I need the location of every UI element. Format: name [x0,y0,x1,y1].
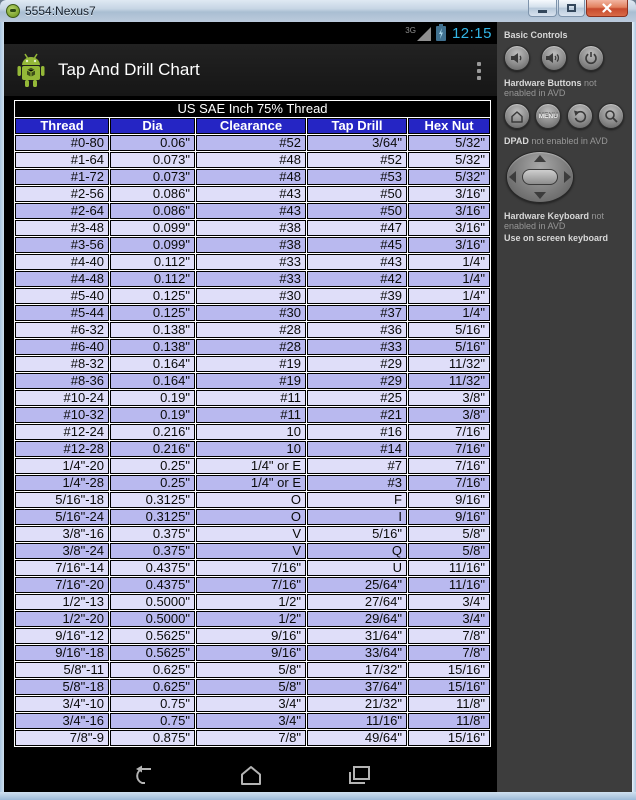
table-row [15,492,490,508]
cell-hex-nut: 15/16" [408,679,490,695]
cell-tap-drill: U [307,560,407,576]
cell-dia: 0.112" [110,271,195,287]
cell-dia: 0.375" [110,526,195,542]
dpad-down-icon[interactable] [534,192,546,199]
hw-back-button[interactable] [567,103,593,129]
cell-thread: 1/2"-13 [15,594,109,610]
cell-dia: 0.164" [110,356,195,372]
action-bar [4,44,497,96]
cell-hex-nut: 7/8" [408,628,490,644]
cell-hex-nut: 5/32" [408,169,490,185]
cell-hex-nut: 11/16" [408,560,490,576]
minimize-button[interactable] [528,0,557,17]
cell-clearance: 5/8" [196,679,306,695]
cell-dia: 0.75" [110,696,195,712]
volume-up-icon [546,52,562,64]
cell-hex-nut: 3/16" [408,237,490,253]
table-row [15,339,490,355]
minimize-icon [538,10,547,13]
cell-tap-drill: I [307,509,407,525]
android-window-icon [6,4,20,18]
cell-hex-nut: 3/16" [408,220,490,236]
cell-clearance: #48 [196,169,306,185]
cell-tap-drill: #52 [307,152,407,168]
menu-button-label: MENU [538,112,558,120]
cell-dia: 0.5000" [110,611,195,627]
cell-tap-drill: 5/16" [307,526,407,542]
power-icon [584,51,598,65]
cell-tap-drill: #16 [307,424,407,440]
cell-hex-nut: 7/16" [408,475,490,491]
table-row [15,237,490,253]
cell-hex-nut: 3/4" [408,611,490,627]
cell-dia: 0.138" [110,322,195,338]
cell-thread: 1/4"-20 [15,458,109,474]
cell-thread: #4-40 [15,254,109,270]
cell-tap-drill: 11/16" [307,713,407,729]
cell-hex-nut: 11/16" [408,577,490,593]
window-frame-bottom [0,792,636,800]
cell-tap-drill: #33 [307,339,407,355]
table-row [15,730,490,746]
table-row [15,373,490,389]
cell-clearance: #52 [196,135,306,151]
cell-tap-drill: 33/64" [307,645,407,661]
cell-thread: 1/2"-20 [15,611,109,627]
cell-hex-nut: 9/16" [408,492,490,508]
signal-icon [405,26,431,41]
table-row [15,305,490,321]
cell-hex-nut: 1/4" [408,271,490,287]
hw-home-button[interactable] [504,103,530,129]
home-icon [510,110,524,123]
cell-thread: 3/8"-16 [15,526,109,542]
cell-tap-drill: #43 [307,254,407,270]
table-row [15,594,490,610]
cell-clearance: 10 [196,441,306,457]
cell-dia: 0.625" [110,662,195,678]
dpad-heading: DPAD not enabled in AVD [504,136,608,146]
cell-tap-drill: #50 [307,186,407,202]
home-icon [238,764,264,786]
table-row [15,713,490,729]
table-row [15,322,490,338]
cell-dia: 0.086" [110,203,195,219]
cell-hex-nut: 5/16" [408,339,490,355]
cell-hex-nut: 15/16" [408,662,490,678]
cell-clearance: #30 [196,288,306,304]
cell-hex-nut: 5/32" [408,152,490,168]
cell-dia: 0.4375" [110,577,195,593]
cell-clearance: 1/4" or E [196,458,306,474]
cell-thread: 5/16"-24 [15,509,109,525]
cell-dia: 0.5625" [110,645,195,661]
cell-tap-drill: 29/64" [307,611,407,627]
cell-dia: 0.125" [110,288,195,304]
cell-dia: 0.5625" [110,628,195,644]
use-onscreen-keyboard-label: Use on screen keyboard [504,233,609,243]
cell-clearance: #19 [196,356,306,372]
cell-dia: 0.112" [110,254,195,270]
cell-clearance: #38 [196,220,306,236]
table-title: US SAE Inch 75% Thread [15,101,490,117]
cell-dia: 0.125" [110,305,195,321]
cell-dia: 0.073" [110,152,195,168]
table-row [15,288,490,304]
cell-thread: #10-32 [15,407,109,423]
cell-clearance: 1/2" [196,594,306,610]
cell-dia: 0.164" [110,373,195,389]
cell-tap-drill: #25 [307,390,407,406]
cell-thread: 7/8"-9 [15,730,109,746]
cell-hex-nut: 5/16" [408,322,490,338]
table-row [15,169,490,185]
close-icon [602,3,612,13]
cell-tap-drill: #50 [307,203,407,219]
cell-hex-nut: 9/16" [408,509,490,525]
dpad-center-button[interactable] [522,169,558,185]
cell-thread: 3/4"-16 [15,713,109,729]
cell-tap-drill: #7 [307,458,407,474]
cell-dia: 0.099" [110,237,195,253]
table-row [15,186,490,202]
cell-clearance: #28 [196,322,306,338]
cell-hex-nut: 5/8" [408,526,490,542]
cell-hex-nut: 5/8" [408,543,490,559]
android-nav-bar [4,758,497,792]
cell-clearance: #43 [196,203,306,219]
cell-thread: 5/8"-18 [15,679,109,695]
table-scroll-area[interactable] [4,96,497,758]
cell-tap-drill: 31/64" [307,628,407,644]
cell-tap-drill: #29 [307,373,407,389]
cell-clearance: #11 [196,407,306,423]
cell-thread: 9/16"-18 [15,645,109,661]
cell-clearance: 9/16" [196,645,306,661]
table-row [15,628,490,644]
col-header-hex-nut: Hex Nut [408,118,490,134]
cell-thread: #2-64 [15,203,109,219]
cell-hex-nut: 1/4" [408,305,490,321]
cell-dia: 0.19" [110,407,195,423]
col-header-thread: Thread [15,118,109,134]
cell-thread: #6-40 [15,339,109,355]
cell-tap-drill: 21/32" [307,696,407,712]
col-header-dia: Dia [110,118,195,134]
table-row [15,458,490,474]
hw-menu-button[interactable] [535,103,561,129]
table-row [15,475,490,491]
col-header-tap-drill: Tap Drill [307,118,407,134]
table-row [15,356,490,372]
cell-clearance: 1/2" [196,611,306,627]
cell-hex-nut: 3/16" [408,203,490,219]
cell-hex-nut: 7/16" [408,458,490,474]
dpad-control[interactable] [506,151,574,203]
cell-tap-drill: 3/64" [307,135,407,151]
cell-dia: 0.086" [110,186,195,202]
cell-hex-nut: 1/4" [408,288,490,304]
cell-tap-drill: 37/64" [307,679,407,695]
table-header-row [15,118,490,134]
overflow-menu-button[interactable] [473,58,485,84]
table-row [15,645,490,661]
cell-clearance: #33 [196,254,306,270]
app-icon [14,51,48,89]
cell-dia: 0.06" [110,135,195,151]
cell-clearance: #19 [196,373,306,389]
table-row [15,577,490,593]
table-row [15,152,490,168]
cell-thread: #6-32 [15,322,109,338]
cell-thread: #5-44 [15,305,109,321]
cell-hex-nut: 3/8" [408,390,490,406]
hardware-keyboard-note: not enabled in AVD [504,211,605,231]
cell-hex-nut: 11/8" [408,696,490,712]
cell-dia: 0.875" [110,730,195,746]
cell-tap-drill: #47 [307,220,407,236]
cell-clearance: V [196,526,306,542]
hw-search-button[interactable] [598,103,624,129]
cell-thread: 1/4"-28 [15,475,109,491]
window-titlebar[interactable] [0,0,636,22]
close-button[interactable] [586,0,628,17]
cell-dia: 0.75" [110,713,195,729]
cell-tap-drill: #36 [307,322,407,338]
cell-thread: #8-36 [15,373,109,389]
cell-thread: 7/16"-14 [15,560,109,576]
cell-clearance: #11 [196,390,306,406]
nav-back-button[interactable] [126,763,160,787]
table-row [15,509,490,525]
cell-thread: 5/16"-18 [15,492,109,508]
nav-recents-button[interactable] [342,763,376,787]
cell-tap-drill: 17/32" [307,662,407,678]
cell-clearance: 5/8" [196,662,306,678]
cell-dia: 0.5000" [110,594,195,610]
cell-hex-nut: 3/16" [408,186,490,202]
drill-table-body [15,135,490,746]
cell-thread: #4-48 [15,271,109,287]
table-row [15,441,490,457]
cell-clearance: 3/4" [196,696,306,712]
cell-hex-nut: 3/4" [408,594,490,610]
cell-thread: 7/16"-20 [15,577,109,593]
cell-thread: #1-72 [15,169,109,185]
cell-thread: #12-28 [15,441,109,457]
cell-tap-drill: #21 [307,407,407,423]
volume-up-button[interactable] [541,45,567,71]
cell-hex-nut: 3/8" [408,407,490,423]
cell-thread: #3-48 [15,220,109,236]
cell-clearance: #30 [196,305,306,321]
app-title: Tap And Drill Chart [58,60,200,79]
cell-hex-nut: 15/16" [408,730,490,746]
cell-tap-drill: #37 [307,305,407,321]
cell-dia: 0.3125" [110,509,195,525]
cell-thread: #10-24 [15,390,109,406]
search-icon [604,109,618,123]
cell-hex-nut: 11/8" [408,713,490,729]
table-row [15,696,490,712]
cell-clearance: #38 [196,237,306,253]
cell-clearance: 7/16" [196,577,306,593]
cell-tap-drill: 25/64" [307,577,407,593]
volume-down-button[interactable] [504,45,530,71]
battery-icon [436,26,446,41]
window-frame-right [632,22,636,800]
cell-hex-nut: 11/32" [408,356,490,372]
cell-hex-nut: 11/32" [408,373,490,389]
hardware-buttons-heading: Hardware Buttons not enabled in AVD [504,78,597,98]
table-row [15,203,490,219]
cell-hex-nut: 1/4" [408,254,490,270]
maximize-button[interactable] [558,0,585,17]
clock: 12:15 [451,24,492,42]
cell-tap-drill: 49/64" [307,730,407,746]
cell-tap-drill: F [307,492,407,508]
cell-tap-drill: #45 [307,237,407,253]
cell-thread: 5/8"-11 [15,662,109,678]
cell-dia: 0.073" [110,169,195,185]
cell-thread: #5-40 [15,288,109,304]
cell-dia: 0.138" [110,339,195,355]
cell-dia: 0.216" [110,441,195,457]
table-row [15,271,490,287]
cell-dia: 0.375" [110,543,195,559]
cell-thread: #8-32 [15,356,109,372]
cell-dia: 0.19" [110,390,195,406]
table-row [15,679,490,695]
cell-dia: 0.25" [110,458,195,474]
cell-thread: 3/4"-10 [15,696,109,712]
basic-controls-heading: Basic Controls [504,30,568,40]
cell-clearance: 3/4" [196,713,306,729]
cell-clearance: 7/16" [196,560,306,576]
cell-thread: 9/16"-12 [15,628,109,644]
nav-home-button[interactable] [234,763,268,787]
cell-tap-drill: #14 [307,441,407,457]
overflow-dot [477,62,481,66]
back-icon [130,764,156,786]
cell-clearance: 10 [196,424,306,440]
table-row [15,662,490,678]
cell-hex-nut: 5/32" [408,135,490,151]
table-row [15,390,490,406]
cell-clearance: 9/16" [196,628,306,644]
network-type-label: 3G [405,25,416,35]
avd-control-panel [497,22,632,792]
cell-thread: #0-80 [15,135,109,151]
cell-tap-drill: 27/64" [307,594,407,610]
recents-icon [346,764,372,786]
cell-tap-drill: #29 [307,356,407,372]
table-row [15,407,490,423]
cell-thread: #3-56 [15,237,109,253]
table-row [15,254,490,270]
cell-clearance: O [196,509,306,525]
cell-clearance: 7/8" [196,730,306,746]
cell-tap-drill: #3 [307,475,407,491]
dpad-right-icon[interactable] [564,171,571,183]
table-row [15,543,490,559]
table-row [15,220,490,236]
cell-clearance: 1/4" or E [196,475,306,491]
table-row [15,611,490,627]
volume-down-icon [510,52,524,64]
table-row [15,560,490,576]
hardware-keyboard-heading: Hardware Keyboard not enabled in AVD [504,211,605,231]
cell-dia: 0.099" [110,220,195,236]
dpad-left-icon[interactable] [509,171,516,183]
cell-dia: 0.4375" [110,560,195,576]
cell-hex-nut: 7/8" [408,645,490,661]
cell-clearance: #48 [196,152,306,168]
cell-clearance: #43 [196,186,306,202]
col-header-clearance: Clearance [196,118,306,134]
cell-thread: #2-56 [15,186,109,202]
window-title: 5554:Nexus7 [25,4,96,18]
cell-hex-nut: 7/16" [408,441,490,457]
back-icon [573,109,587,123]
maximize-icon [567,4,576,12]
cell-dia: 0.25" [110,475,195,491]
device-screen [4,22,497,792]
table-row [15,135,490,151]
cell-clearance: #28 [196,339,306,355]
cell-dia: 0.625" [110,679,195,695]
cell-thread: #12-24 [15,424,109,440]
cell-thread: 3/8"-24 [15,543,109,559]
cell-clearance: V [196,543,306,559]
tap-drill-table [12,98,493,749]
cell-hex-nut: 7/16" [408,424,490,440]
power-button[interactable] [578,45,604,71]
cell-tap-drill: #39 [307,288,407,304]
android-status-bar [4,22,497,44]
cell-clearance: O [196,492,306,508]
cell-tap-drill: Q [307,543,407,559]
table-row [15,424,490,440]
hardware-buttons-note: not enabled in AVD [504,78,597,98]
dpad-up-icon[interactable] [534,155,546,162]
cell-clearance: #33 [196,271,306,287]
cell-dia: 0.3125" [110,492,195,508]
cell-tap-drill: #53 [307,169,407,185]
dpad-note: not enabled in AVD [531,136,608,146]
table-row [15,526,490,542]
cell-dia: 0.216" [110,424,195,440]
cell-thread: #1-64 [15,152,109,168]
cell-tap-drill: #42 [307,271,407,287]
